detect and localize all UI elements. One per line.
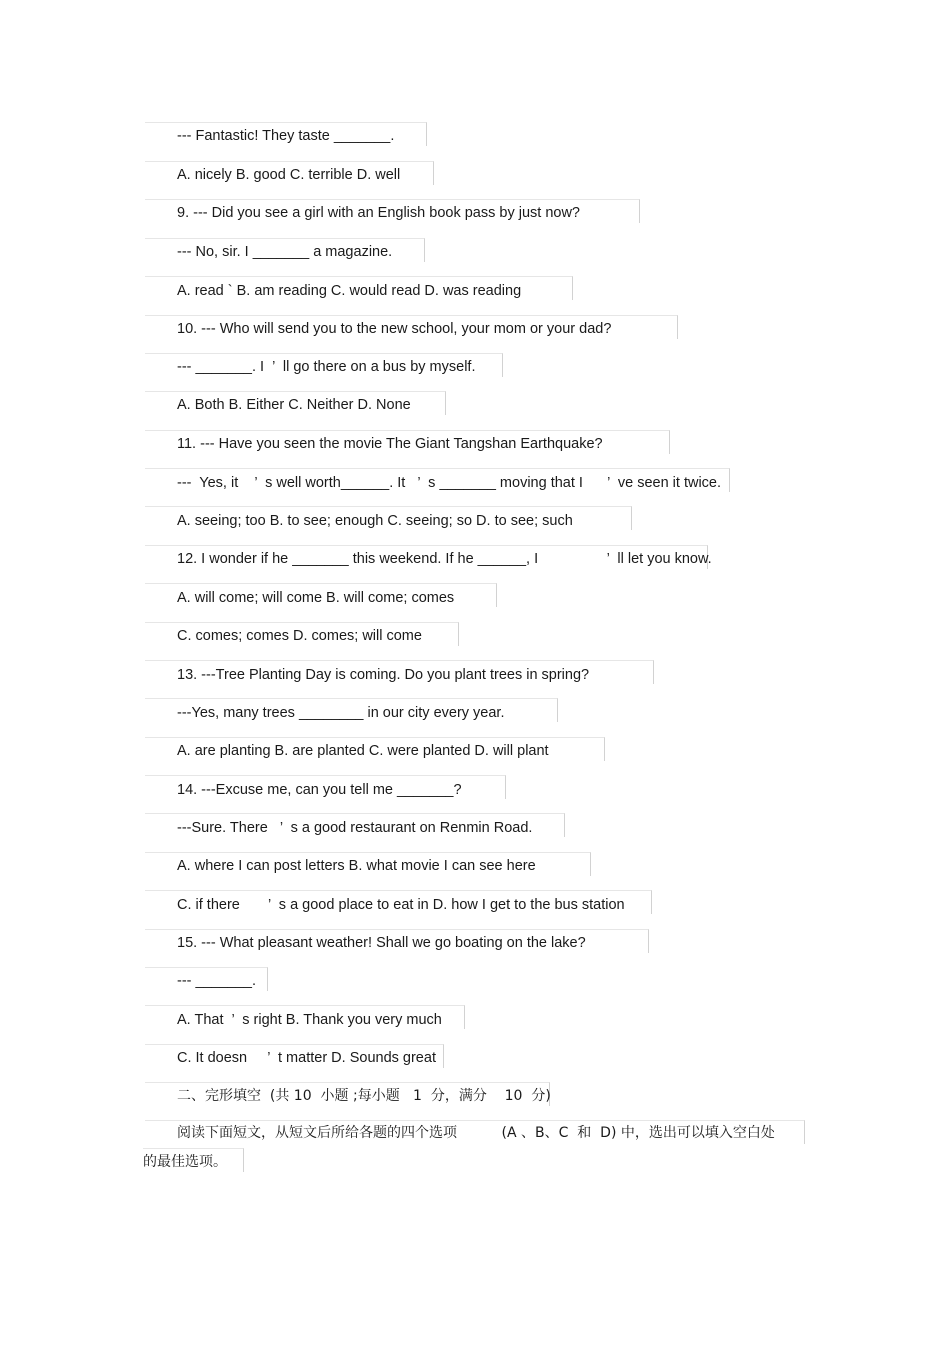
text-line: A. seeing; too B. to see; enough C. seeing; so D. to see; such [177,513,573,529]
text-line: --- Fantastic! They taste _______. [177,128,395,144]
text-line: --- Yes, it ’ s well worth______. It ’ s _______ moving that I ’ ve seen it twice. [177,475,722,491]
text-line: ---Sure. There ’ s a good restaurant on Renmin Road. [177,820,533,836]
text-line: ---Yes, many trees ________ in our city every year. [177,705,505,721]
text-line: 15. --- What pleasant weather! Shall we go boating on the lake? [177,935,586,951]
instruction-text: 阅读下面短文，从短文后所给各题的四个选项 (A 、B、C 和 D) 中，选出可以填入空白处 [177,1125,775,1141]
text-line: A. will come; will come B. will come; comes [177,590,455,606]
text-line: C. comes; comes D. comes; will come [177,628,422,644]
text-line: --- No, sir. I _______ a magazine. [177,244,393,260]
text-line: A. nicely B. good C. terrible D. well [177,167,401,183]
text-line: A. Both B. Either C. Neither D. None [177,397,411,413]
text-line: C. if there ’ s a good place to eat in D. how I get to the bus station [177,897,625,913]
text-line: --- _______. I ’ ll go there on a bus by myself. [177,359,476,375]
text-line: A. That ’ s right B. Thank you very much [177,1012,442,1028]
text-line: 14. ---Excuse me, can you tell me _______? [177,782,462,798]
text-line: 10. --- Who will send you to the new school, your mom or your dad? [177,321,612,337]
section-heading: 二、完形填空 (共 10 小题 ;每小题 1 分，满分 10 分) [177,1088,551,1104]
text-line: 11. --- Have you seen the movie The Giant Tangshan Earthquake? [177,436,603,452]
text-line: A. are planting B. are planted C. were planted D. will plant [177,743,549,759]
instruction-text-continued: 的最佳选项。 [143,1154,227,1170]
text-line: 12. I wonder if he _______ this weekend. If he ______, I ’ ll let you know. [177,551,712,567]
text-line: 9. --- Did you see a girl with an English book pass by just now? [177,205,580,221]
text-line: A. where I can post letters B. what movie I can see here [177,858,536,874]
text-line: C. It doesn ’ t matter D. Sounds great [177,1050,436,1066]
text-line: 13. ---Tree Planting Day is coming. Do you plant trees in spring? [177,667,590,683]
text-line: --- _______. [177,973,256,989]
text-line: A. read ` B. am reading C. would read D. was reading [177,283,522,299]
